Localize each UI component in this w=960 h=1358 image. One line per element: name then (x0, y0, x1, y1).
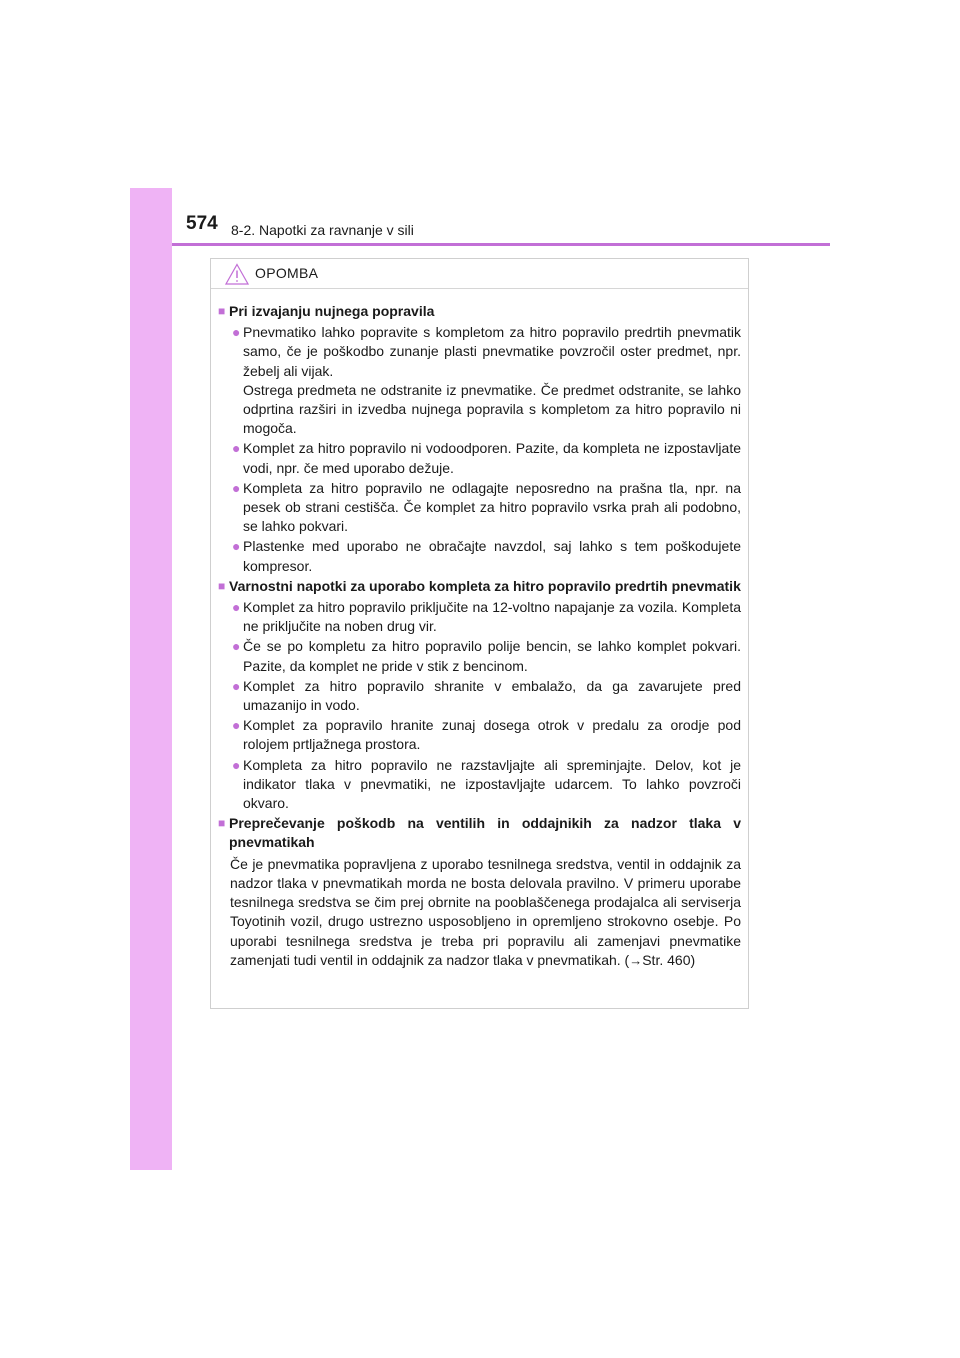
circle-bullet-icon: ● (232, 324, 241, 341)
section-paragraph: Če je pnevmatika popravljena z uporabo tesnilnega sredstva, ventil in oddajnik za nadzor tlaka v pnevmatikah morda ne bosta delovala pravilno. V primeru uporabe tesnilnega sredstva se čim prej obrnite na pooblaščenega prodajalca ali serviserja Toyotinih vozil, drugo ustrezno usposobljeno in opremljeno strokovno osebje. Po uporabi tesnilnega sredstva je treba pri popravilu ali zamenjavi pnevmatike zamenjati tudi ventil in oddajnik za nadzor tlaka v pnevmatikah. (→Str. 460) (230, 855, 741, 968)
notice-header (211, 259, 748, 289)
section-heading: ■ Pri izvajanju nujnega popravila (218, 302, 741, 321)
notice-box (210, 258, 749, 1009)
circle-bullet-icon: ● (232, 677, 241, 694)
list-item: ● Komplet za hitro popravilo ni vodoodporen. Pazite, da kompleta ne izpostavljate vodi, npr. če med uporabo dežuje. (218, 439, 741, 477)
square-bullet-icon: ■ (218, 304, 226, 318)
circle-bullet-icon: ● (232, 479, 241, 496)
notice-label: OPOMBA (255, 265, 319, 281)
list-item: ● Kompleta za hitro popravilo ne odlagajte neposredno na prašna tla, npr. na pesek ob strani cestišča. Če komplet za hitro popravilo vsrka prah ali podobno, se lahko pokvari. (218, 479, 741, 537)
list-item: ● Če se po kompletu za hitro popravilo polije bencin, se lahko komplet pokvari. Pazite, da komplet ne pride v stik z bencinom. (218, 637, 741, 675)
list-item: ● Komplet za popravilo hranite zunaj dosega otrok v predalu za orodje pod rolojem prtljažnega prostora. (218, 716, 741, 754)
notice-body (211, 289, 748, 970)
page-number: 574 (186, 213, 218, 234)
section-heading: ■ Varnostni napotki za uporabo kompleta za hitro popravilo predrtih pnevmatik (218, 577, 741, 596)
warning-triangle-icon (225, 263, 249, 285)
list-item: ● Pnevmatiko lahko popravite s kompletom za hitro popravilo predrtih pnevmatik samo, če je poškodbo zunanje plasti pnevmatike povzročil oster predmet, npr. žebelj ali vijak. Ostrega predmeta ne odstranite iz pnevmatike. Če predmet odstranite, se lahko odprtina razširi in izvedba nujnega popravila s kompletom za hitro popravilo ni mogoča. (218, 323, 741, 438)
circle-bullet-icon: ● (232, 538, 241, 555)
page-reference-arrow-icon: → (629, 952, 643, 968)
chapter-tab-sidebar (130, 188, 172, 1170)
circle-bullet-icon: ● (232, 756, 241, 773)
circle-bullet-icon: ● (232, 599, 241, 616)
page-reference: Str. 460) (642, 951, 696, 968)
list-item: ● Komplet za hitro popravilo shranite v embalažo, da ga zavarujete pred umazanijo in vodo. (218, 677, 741, 715)
circle-bullet-icon: ● (232, 638, 241, 655)
list-item: ● Komplet za hitro popravilo priključite na 12-voltno napajanje za vozila. Kompleta ne priključite na noben drug vir. (218, 598, 741, 636)
square-bullet-icon: ■ (218, 578, 226, 593)
section-title: 8-2. Napotki za ravnanje v sili (231, 222, 414, 238)
list-item: ● Plastenke med uporabo ne obračajte navzdol, saj lahko s tem poškodujete kompresor. (218, 537, 741, 575)
list-item: ● Kompleta za hitro popravilo ne razstavljajte ali spreminjajte. Delov, kot je indikator tlaka v pnevmatiki, ne izpostavljajte udarcem. To lahko povzroči okvaro. (218, 756, 741, 814)
circle-bullet-icon: ● (232, 440, 241, 457)
circle-bullet-icon: ● (232, 717, 241, 734)
section-heading: ■ Preprečevanje poškodb na ventilih in oddajnikih za nadzor tlaka v pnevmatikah (218, 814, 741, 852)
square-bullet-icon: ■ (218, 816, 226, 831)
header-rule (172, 243, 830, 246)
